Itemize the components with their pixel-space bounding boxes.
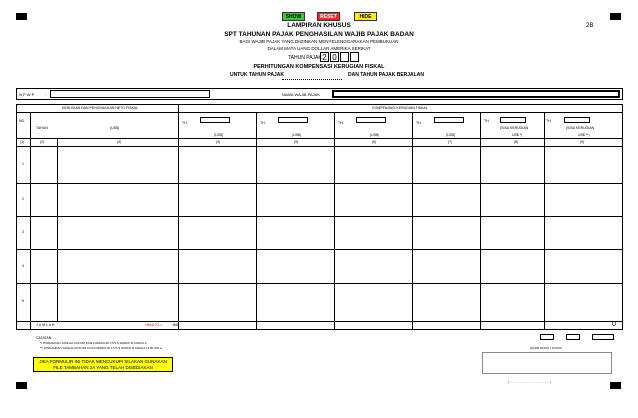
col-number-2: (2) [40,140,45,144]
row-number-4: 4 [22,264,24,268]
registration-mark-bottom-left [16,382,27,389]
col-number-9: (9) [580,140,585,144]
section-title: PERHITUNGAN KOMPENSASI KERUGIAN FISKAL [253,64,385,70]
nama-wp-field[interactable] [332,90,620,98]
col-header-usd: (US$) [110,126,120,130]
jml-label: JML [172,323,179,327]
form-line4: DALAM MATA UANG DOLLAR AMERIKA SERIKAT [267,46,371,51]
nama-wp-label: NAMA WAJIB PAJAK [282,92,321,97]
npwp-colon: : [45,92,47,97]
jumlah-label: J U M L A H [36,323,55,327]
col-header-tahun: TAHUN [36,126,48,130]
col-header-usd-star-8: US$ *) [512,133,523,137]
npwp-field[interactable] [50,90,210,98]
col-header-usd-6: (US$) [370,133,380,137]
page-box-1[interactable] [540,334,554,340]
row-number-5: 5 [22,299,24,303]
col-header-th-9: TH. [546,119,552,123]
year-digit-1[interactable]: 2 [320,52,329,62]
dan-tahun-label: DAN TAHUN PAJAK BERJALAN [348,72,424,78]
hide-button[interactable]: HIDE [354,12,377,21]
col-number-6: (6) [372,140,377,144]
additional-file-note-text: JIKA FORMULIR INI TIDAK MENCUKUPI SILAKAN GUNAKAN FILE TAMBAHAN 2A YANG TELAH DISEDIAKAN [39,359,167,370]
th-6-year[interactable] [356,117,386,123]
signature-name: (.................................................) [508,380,551,384]
untuk-tahun-field[interactable] [282,79,342,80]
th-5-year[interactable] [278,117,308,123]
row-number-2: 2 [22,197,24,201]
npwp-label: N P W P [19,92,35,97]
form-line3: BAGI WAJIB PAJAK YANG DIIZINKAN MENYELENGGARAKAN PEMBUKUAN [239,39,399,44]
reset-button[interactable]: RESET [317,12,340,21]
signature-box[interactable] [482,352,612,374]
group-header-loss: KERUGIAN DAN PENGHASILAN NETO FISKAL [61,106,139,110]
page-box-2[interactable] [566,334,580,340]
untuk-tahun-label: UNTUK TAHUN PAJAK [230,72,284,78]
col-number-7: (7) [448,140,453,144]
row-number-1: 1 [22,162,24,166]
page-box-3[interactable] [592,334,614,340]
col-header-usd-5: (US$) [292,133,302,137]
year-digit-4[interactable] [350,52,359,62]
col-header-sisa-8: (SISA KERUGIAN [500,126,529,130]
group-header-compensation: KOMPENSASI KERUGIAN FISKAL [372,106,428,110]
col-header-no: NO. [19,119,26,123]
col-header-sisa-9: (SISA KERUGIAN [566,126,595,130]
col-number-4: (4) [216,140,221,144]
registration-mark-top-left [16,13,27,20]
footnote-2: **) PINDAHKAN JUMLAH KOLOM 9 KE FORMULIR 1771 $ HURUF B ANGKA 14 BUTIR a [40,346,162,350]
year-digit-3[interactable] [340,52,349,62]
th-9-year[interactable] [564,117,590,123]
col-header-th-8: TH. [484,119,490,123]
th-8-year[interactable] [500,117,526,123]
tax-year-label: TAHUN PAJAK [288,55,322,61]
year-digit-2[interactable]: 0 [330,52,339,62]
col-header-usd-7: (US$) [446,133,456,137]
footnote-1: *) PINDAHKAN JUMLAH KOLOM 8 KE FORMULIR 1771 $ HURUF B ANGKA 2 [40,341,147,345]
col-header-th-7: TH. [416,121,422,125]
show-button[interactable]: SHOW [282,12,305,21]
col-number-5: (5) [294,140,299,144]
form-subtitle: SPT TAHUNAN PAJAK PENGHASILAN WAJIB PAJAK BADAN [224,31,414,38]
th-7-year[interactable] [434,117,464,123]
col-number-3: (3) [117,140,122,144]
jumlah-total: 0 [612,321,616,328]
registration-mark-bottom-right [610,382,621,389]
col-number-1: (1) [20,140,25,144]
col-header-usd-star-9: US$ **) [578,133,590,137]
registration-mark-top-right [610,13,621,20]
col-header-th-4: TH. [182,121,188,125]
col-number-8: (8) [514,140,519,144]
col-header-usd-4: (US$) [214,133,224,137]
jumlah-note: <BAUTO-> [145,323,163,327]
th-4-year[interactable] [200,117,230,123]
footnote-heading: CATATAN: [36,336,53,340]
form-title: LAMPIRAN KHUSUS [287,22,351,29]
signature-label: WAJIB PAJAK / KUASA [530,346,562,350]
row-number-3: 3 [22,230,24,234]
col-header-th-6: TH. [338,121,344,125]
page-code: 2B [586,23,594,29]
col-header-th-5: TH. [260,121,266,125]
